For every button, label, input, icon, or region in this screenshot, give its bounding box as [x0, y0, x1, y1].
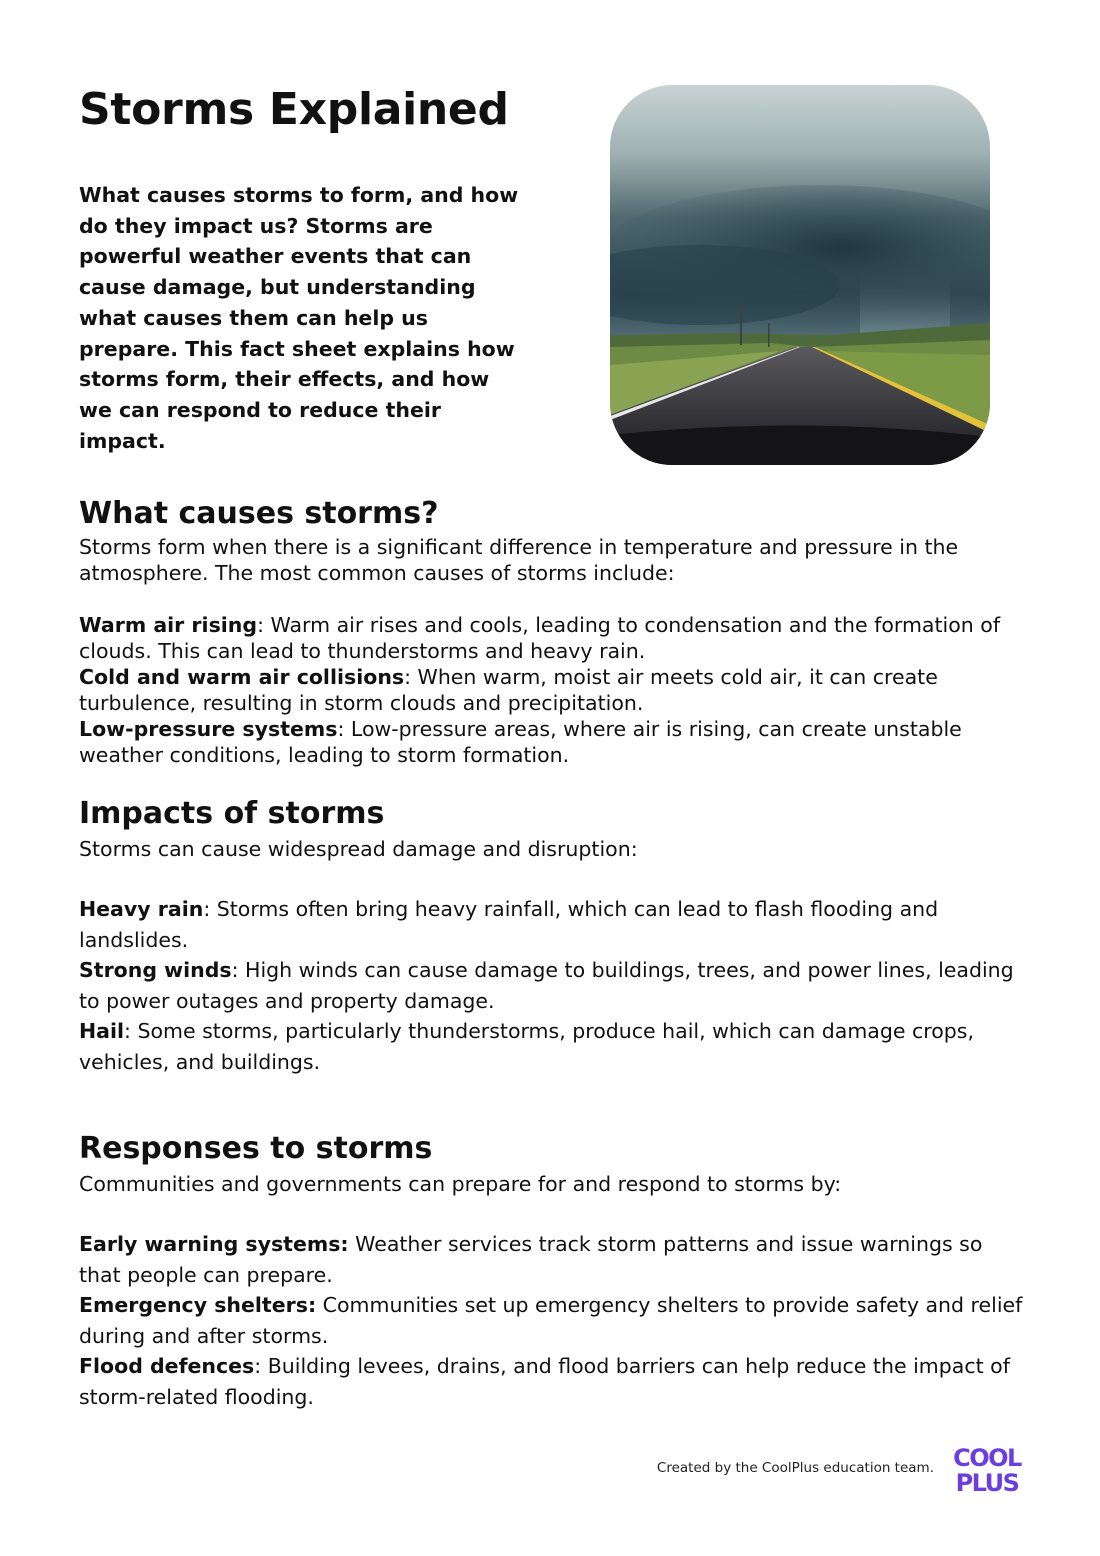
item-text: : Low-pressure areas, where air is rising, can create unstable weather conditions, leading to storm formation.	[79, 717, 962, 767]
logo-text-cool: COOL	[953, 1444, 1021, 1472]
list-item	[79, 664, 1029, 716]
item-term: Flood defences	[79, 1354, 255, 1378]
item-text: Communities set up emergency shelters to provide safety and relief during and after storms.	[79, 1293, 1023, 1348]
item-text: : When warm, moist air meets cold air, it can create turbulence, resulting in storm clouds and precipitation.	[79, 665, 938, 715]
item-text: : Storms often bring heavy rainfall, which can lead to flash flooding and landslides.	[79, 897, 939, 952]
item-text: : Some storms, particularly thunderstorms, produce hail, which can damage crops, vehicles, and buildings.	[79, 1019, 974, 1074]
section-impacts-of-storms	[79, 794, 1029, 1077]
section-lead: Storms can cause widespread damage and disruption:	[79, 837, 638, 861]
list-item	[79, 894, 1029, 955]
item-term: Heavy rain	[79, 897, 204, 921]
item-text: : Warm air rises and cools, leading to condensation and the formation of clouds. This can lead to thunderstorms and heavy rain.	[79, 613, 1001, 663]
list-item	[79, 1351, 1029, 1412]
section-heading: Responses to storms	[79, 1131, 433, 1166]
list-item	[79, 1290, 1029, 1351]
list-item	[79, 1016, 1029, 1077]
footer-credit: Created by the CoolPlus education team.	[656, 1460, 934, 1476]
item-text: : High winds can cause damage to buildings, trees, and power lines, leading to power outages and property damage.	[79, 958, 1014, 1013]
item-term: Warm air rising	[79, 613, 258, 637]
item-term: Early warning systems:	[79, 1232, 349, 1256]
coolplus-logo	[948, 1443, 1026, 1495]
section-responses-to-storms	[79, 1129, 1029, 1412]
list-item	[79, 955, 1029, 1016]
logo-text-plus: PLUS	[955, 1469, 1019, 1495]
item-text: Weather services track storm patterns and issue warnings so that people can prepare.	[79, 1232, 983, 1287]
page-title: Storms Explained	[79, 84, 509, 135]
list-item	[79, 716, 1029, 768]
item-term: Cold and warm air collisions	[79, 665, 405, 689]
intro-paragraph: What causes storms to form, and how do they impact us? Storms are powerful weather events that can cause damage, but understanding what causes them can help us prepare. This fact sheet explains how storms form, their effects, and how we can respond to reduce their impact.	[79, 183, 519, 453]
item-term: Low-pressure systems	[79, 717, 338, 741]
section-lead: Storms form when there is a significant difference in temperature and pressure in the atmosphere. The most common causes of storms include:	[79, 535, 959, 585]
list-item	[79, 1229, 1029, 1290]
section-what-causes-storms	[79, 494, 1029, 768]
section-lead: Communities and governments can prepare for and respond to storms by:	[79, 1172, 842, 1196]
item-term: Hail	[79, 1019, 125, 1043]
section-heading: Impacts of storms	[79, 796, 385, 831]
item-term: Strong winds	[79, 958, 232, 982]
item-term: Emergency shelters:	[79, 1293, 317, 1317]
list-item	[79, 612, 1029, 664]
section-heading: What causes storms?	[79, 496, 439, 531]
item-text: : Building levees, drains, and flood barriers can help reduce the impact of storm-related flooding.	[79, 1354, 1010, 1409]
storm-road-photo	[610, 85, 990, 465]
